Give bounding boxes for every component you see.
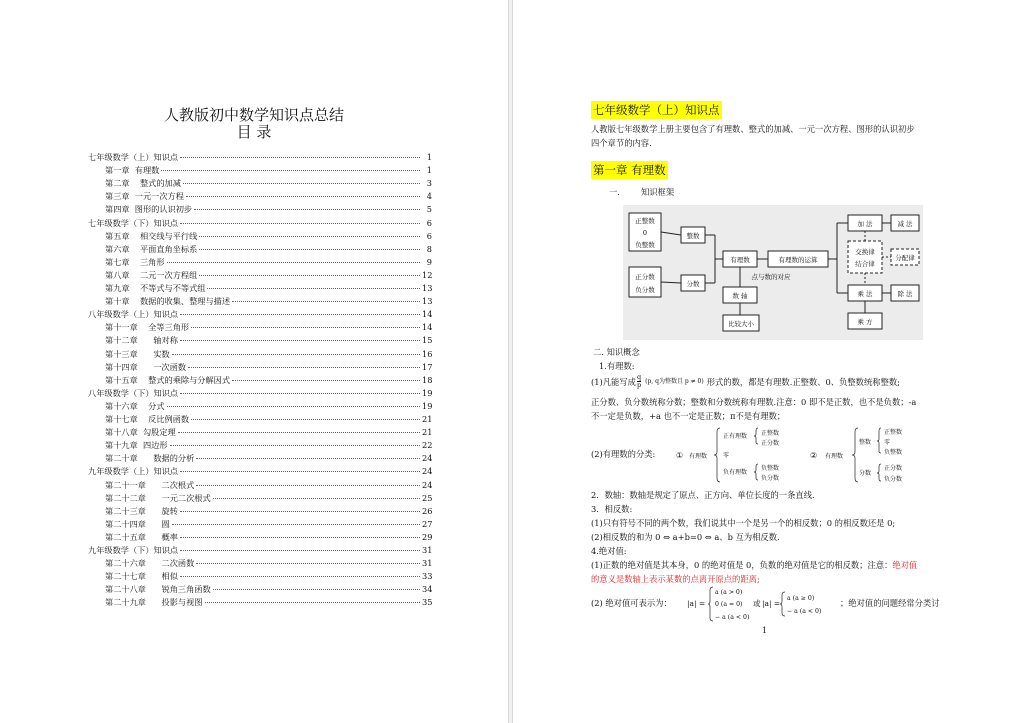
diagram-label: 正分数	[635, 273, 655, 281]
item4-formula-label: (2) 绝对值可表示为：	[591, 598, 672, 608]
toc-entry[interactable]	[88, 335, 432, 348]
toc-entry[interactable]	[88, 165, 432, 178]
class-label: 负有理数	[723, 469, 748, 476]
class-label: 零	[723, 452, 730, 459]
toc-entry[interactable]	[88, 204, 432, 217]
toc-entry-page: 17	[422, 361, 433, 372]
toc-entry[interactable]	[88, 270, 432, 283]
toc-entry-label: 八年级数学（上）知识点	[88, 309, 179, 320]
toc-entry-label: 第二十八章 锐角三角函数	[105, 584, 211, 595]
toc-leader-dots	[191, 419, 420, 420]
toc-leader-dots	[180, 511, 420, 512]
toc-entry-page: 13	[422, 296, 433, 307]
toc-entry[interactable]	[88, 375, 432, 388]
toc-entry[interactable]	[88, 466, 432, 479]
toc-entry[interactable]	[88, 401, 432, 414]
absolute-value-formula	[687, 584, 837, 624]
toc-entry[interactable]	[88, 309, 432, 322]
toc-entry-page: 19	[422, 387, 433, 398]
toc-entry[interactable]	[88, 414, 432, 427]
toc-leader-dots	[194, 209, 420, 210]
diagram-label: 有理数的运算	[778, 256, 818, 264]
toc-entry-page: 31	[422, 558, 433, 569]
toc-leader-dots	[183, 183, 420, 184]
toc-entry-page: 27	[422, 518, 433, 529]
commutative-associative-box	[848, 241, 882, 273]
toc-leader-dots	[180, 157, 420, 158]
toc-entry-page: 14	[422, 322, 433, 333]
intro-line: 人教版七年级数学上册主要包含了有理数、整式的加减、一元一次方程、图形的认识初步	[591, 124, 915, 134]
item4-text: ；绝对值的问题经常分类讨	[840, 598, 940, 608]
toc-entry-label: 第十二章 轴对称	[105, 335, 178, 346]
formula-case: a (a ≥ 0)	[787, 595, 815, 602]
item1-text: 不一定是负数，+a 也不一定是正数；π不是有理数；	[591, 411, 786, 421]
toc-entry[interactable]	[88, 440, 432, 453]
toc-entry-page: 25	[422, 492, 433, 503]
toc-entry-page: 8	[426, 243, 432, 254]
toc-entry[interactable]	[88, 322, 432, 335]
formula-case: a (a > 0)	[715, 589, 743, 596]
toc-entry-label: 第二十一章 二次根式	[105, 479, 195, 490]
toc-entry[interactable]	[88, 427, 432, 440]
chapter-title: 第一章 有理数	[593, 163, 666, 177]
class-label: 整数	[859, 439, 872, 446]
toc-entry-page: 26	[422, 505, 433, 516]
toc-entry-page: 18	[422, 374, 433, 385]
toc-leader-dots	[172, 524, 420, 525]
toc-entry-page: 6	[426, 230, 432, 241]
diagram-label: 交换律	[855, 248, 875, 256]
toc-entry-label: 第二十四章 圆	[105, 518, 170, 529]
toc-entry[interactable]	[88, 558, 432, 571]
toc-entry-label: 第十三章 实数	[105, 348, 170, 359]
diagram-label: 减 法	[897, 220, 913, 228]
toc-entry-page: 1	[426, 152, 432, 162]
toc-entry-page: 31	[422, 545, 433, 555]
toc-entry[interactable]	[88, 244, 432, 257]
toc-leader-dots	[180, 314, 420, 315]
class-label: 负整数	[884, 449, 903, 456]
section-title: 七年级数学（上）知识点	[593, 103, 720, 117]
toc-leader-dots	[205, 602, 421, 603]
toc-entry[interactable]	[88, 191, 432, 204]
diagram-label: 分数	[686, 280, 700, 288]
toc-leader-dots	[180, 340, 420, 341]
item1-definition	[591, 374, 900, 389]
class-label: 负分数	[884, 476, 903, 483]
class-label: 正有理数	[723, 433, 748, 440]
toc-subtitle: 目 录	[236, 123, 272, 141]
toc-entry-page: 1	[426, 165, 432, 176]
toc-entry-label: 第十七章 反比例函数	[105, 414, 190, 424]
toc-leader-dots	[170, 445, 420, 446]
diagram-label: 加 法	[857, 220, 873, 228]
toc-entry-label: 第三章 一元一次方程	[105, 191, 184, 202]
item4-text	[591, 558, 917, 572]
diagram-label: 负整数	[635, 241, 655, 249]
highlighted-text: 绝对值	[892, 560, 918, 570]
toc-entry[interactable]	[88, 296, 432, 309]
item1-text: 正分数、负分数统称分数；整数和分数统称有理数.注意：0 即不是正数，也不是负数；-a	[591, 397, 917, 407]
toc-leader-dots	[232, 301, 420, 302]
toc-entry[interactable]	[88, 362, 432, 375]
class-label: 有理数	[825, 453, 844, 460]
toc-entry-label: 第十一章 全等三角形	[105, 322, 190, 333]
toc-leader-dots	[180, 537, 420, 538]
toc-entry[interactable]	[88, 480, 432, 493]
toc-leader-dots	[186, 196, 420, 197]
item3-title: 3．相反数:	[591, 504, 633, 514]
toc-entry-label: 第十八章 勾股定理	[105, 427, 176, 438]
toc-entry-label: 第八章 二元一次方程组	[105, 269, 198, 280]
toc-entry-label: 第一章 有理数	[105, 165, 160, 176]
diagram-label: 比较大小	[728, 320, 754, 328]
toc-leader-dots	[180, 550, 420, 551]
item4-title: 4.绝对值:	[591, 546, 627, 556]
formula-case: 0 (a = 0)	[715, 601, 743, 608]
framework-label: 一. 知识框架	[609, 187, 675, 197]
formula-text: |a| =	[687, 599, 706, 608]
toc-leader-dots	[196, 485, 420, 486]
toc-entry-page: 9	[426, 256, 432, 267]
toc-entry-label: 第十九章 四边形	[105, 440, 168, 451]
formula-case: − a (a < 0)	[715, 614, 750, 621]
content-page	[512, 0, 1024, 723]
toc-title: 人教版初中数学知识点总结	[163, 106, 344, 124]
toc-entry-label: 第二十二章 一元二次根式	[105, 492, 211, 503]
diagram-label: 0	[642, 229, 648, 237]
classification-two	[807, 424, 922, 486]
toc-entry[interactable]	[88, 283, 432, 296]
diagram-label: 整数	[686, 232, 700, 240]
toc-entry-label: 第二十七章 相似	[105, 571, 178, 582]
toc-leader-dots	[199, 236, 420, 237]
toc-entry-page: 24	[422, 466, 433, 477]
toc-leader-dots	[178, 432, 420, 433]
diagram-label: 负分数	[635, 286, 655, 294]
toc-leader-dots	[180, 223, 420, 224]
toc-entry[interactable]	[88, 571, 432, 584]
toc-entry-label: 第二十六章 二次函数	[105, 558, 195, 569]
toc-entry-label: 第二十九章 投影与视图	[105, 597, 203, 608]
toc-leader-dots	[196, 458, 420, 459]
toc-entry[interactable]	[88, 545, 432, 558]
class-label: 零	[884, 439, 891, 446]
text: (1)凡能写成	[591, 376, 636, 387]
toc-entry[interactable]	[88, 388, 432, 401]
toc-leader-dots	[213, 589, 420, 590]
toc-entry[interactable]	[88, 218, 432, 231]
toc-entry-page: 21	[422, 414, 433, 424]
class-label: 正整数	[884, 429, 903, 436]
toc-entry-label: 九年级数学（上）知识点	[88, 466, 179, 477]
diagram-label: 结合律	[855, 260, 875, 268]
classification-one	[673, 424, 798, 486]
text: (1)正数的绝对值是其本身，0 的绝对值是 0，负数的绝对值是它的相反数；注意：	[591, 560, 893, 570]
toc-entry-page: 13	[422, 283, 433, 293]
toc-leader-dots	[167, 406, 420, 407]
diagram-label: 正整数	[635, 217, 655, 225]
toc-entry-label: 九年级数学（下）知识点	[88, 545, 179, 555]
toc-leader-dots	[180, 576, 420, 577]
toc-leader-dots	[180, 393, 420, 394]
diagram-label: 除 法	[897, 290, 913, 298]
toc-entry-label: 第二十五章 概率	[105, 531, 178, 542]
toc-entry-page: 12	[422, 269, 433, 280]
class-label: 正分数	[761, 440, 780, 447]
toc-entry[interactable]	[88, 178, 432, 191]
item2-text: 2．数轴：数轴是规定了原点、正方向、单位长度的一条直线.	[591, 490, 815, 500]
toc-entry-label: 第四章 图形的认识初步	[105, 204, 193, 215]
text: 形式的数，都是有理数.正整数、0、负整数统称整数;	[706, 376, 900, 387]
toc-entry-page: 24	[422, 479, 433, 490]
toc-entry-page: 34	[422, 584, 433, 595]
class-label: 分数	[859, 470, 872, 477]
toc-entry[interactable]	[88, 453, 432, 466]
toc-leader-dots	[188, 367, 420, 368]
toc-entry-page: 29	[422, 531, 433, 542]
toc-entry[interactable]	[88, 584, 432, 597]
toc-leader-dots	[196, 563, 420, 564]
diagram-label: 乘 法	[857, 290, 873, 298]
toc-entry[interactable]	[88, 152, 432, 165]
toc-entry-label: 第二十章 数据的分析	[105, 453, 195, 464]
toc-entry[interactable]	[88, 493, 432, 506]
toc-entry-page: 35	[422, 597, 433, 608]
class-label: 正分数	[884, 465, 903, 472]
knowledge-framework-diagram	[623, 205, 923, 340]
toc-entry-label: 八年级数学（下）知识点	[88, 387, 179, 398]
toc-entry-page: 6	[426, 217, 432, 228]
diagram-label: 乘 方	[857, 318, 873, 326]
toc-entry[interactable]	[88, 257, 432, 270]
toc-entry-page: 5	[426, 204, 432, 215]
fraction-numerator: q	[636, 373, 642, 381]
toc-entry[interactable]	[88, 231, 432, 244]
toc-entry-page: 33	[422, 571, 433, 582]
toc-entry-label: 第二十三章 旋转	[105, 505, 178, 516]
diagram-label: 分配律	[895, 254, 915, 262]
intro-line: 四个章节的内容.	[591, 138, 652, 148]
item1-title: 1.有理数:	[599, 361, 635, 371]
toc-entry-page: 4	[426, 191, 432, 202]
toc-leader-dots	[161, 170, 420, 171]
toc-entry-page: 3	[426, 178, 432, 189]
toc-entry[interactable]	[88, 506, 432, 519]
class-label: 有理数	[689, 453, 708, 460]
formula-case: − a (a < 0)	[787, 608, 822, 615]
item3-text: (2)相反数的和为 0 ⇔ a+b=0 ⇔ a、b 互为相反数.	[591, 532, 780, 542]
fraction-denominator: p	[636, 381, 642, 389]
highlighted-text: 的意义是数轴上表示某数的点离开原点的距离;	[591, 574, 760, 584]
condition: (p, q为整数且 p ≠ 0)	[645, 377, 704, 385]
toc-leader-dots	[199, 275, 420, 276]
mark: ①	[676, 451, 684, 460]
page-number: 1	[762, 626, 768, 635]
fraction	[637, 374, 641, 389]
formula-text: |a| =	[762, 599, 781, 608]
toc-leader-dots	[191, 327, 420, 328]
toc-entry-page: 24	[422, 453, 433, 464]
toc-entry-label: 第十六章 分式	[105, 400, 165, 411]
toc-entry[interactable]	[88, 597, 432, 610]
diagram-label: 数 轴	[732, 292, 748, 300]
toc-page	[0, 0, 509, 723]
toc-entry-label: 第六章 平面直角坐标系	[105, 243, 198, 254]
mark: ②	[810, 451, 818, 460]
toc-leader-dots	[232, 380, 420, 381]
toc-entry-page: 15	[422, 335, 433, 346]
toc-entry-page: 19	[422, 400, 433, 411]
toc-entry[interactable]	[88, 349, 432, 362]
toc-entry-label: 七年级数学（上）知识点	[88, 152, 179, 162]
class-label: 负整数	[761, 465, 780, 472]
concepts-title: 二. 知识概念	[593, 347, 640, 357]
item3-text: (1)只有符号不同的两个数，我们说其中一个是另一个的相反数；0 的相反数还是 0;	[591, 518, 896, 528]
toc-leader-dots	[180, 471, 420, 472]
class-label: 负分数	[761, 475, 780, 482]
toc-entry-page: 16	[422, 348, 433, 359]
toc-entry[interactable]	[88, 519, 432, 532]
toc-entry[interactable]	[88, 532, 432, 545]
toc-entry-label: 第二章 整式的加减	[105, 178, 181, 189]
toc-leader-dots	[199, 249, 420, 250]
class-label: 正整数	[761, 430, 780, 437]
toc-entry-page: 21	[422, 427, 433, 438]
diagram-label: 有理数	[730, 256, 750, 264]
classification-label: (2)有理数的分类:	[591, 449, 656, 459]
toc-entry-label: 第十五章 整式的乘除与分解因式	[105, 374, 231, 385]
toc-entry-label: 第五章 相交线与平行线	[105, 230, 198, 241]
toc-entry-label: 第九章 不等式与不等式组	[105, 283, 206, 293]
toc-leader-dots	[213, 498, 420, 499]
toc-leader-dots	[167, 262, 420, 263]
toc-entry-label: 第十四章 一次函数	[105, 361, 187, 372]
toc-entry-page: 22	[422, 440, 433, 451]
toc-leader-dots	[207, 288, 420, 289]
toc-leader-dots	[172, 354, 420, 355]
formula-text: 或	[753, 599, 761, 608]
toc-entry-label: 第七章 三角形	[105, 256, 165, 267]
toc-entry-label: 第十章 数据的收集、整理与描述	[105, 296, 231, 307]
toc-entry-page: 14	[422, 309, 433, 320]
toc-entry-label: 七年级数学（下）知识点	[88, 217, 179, 228]
diagram-label: 点与数的对应	[751, 273, 791, 281]
